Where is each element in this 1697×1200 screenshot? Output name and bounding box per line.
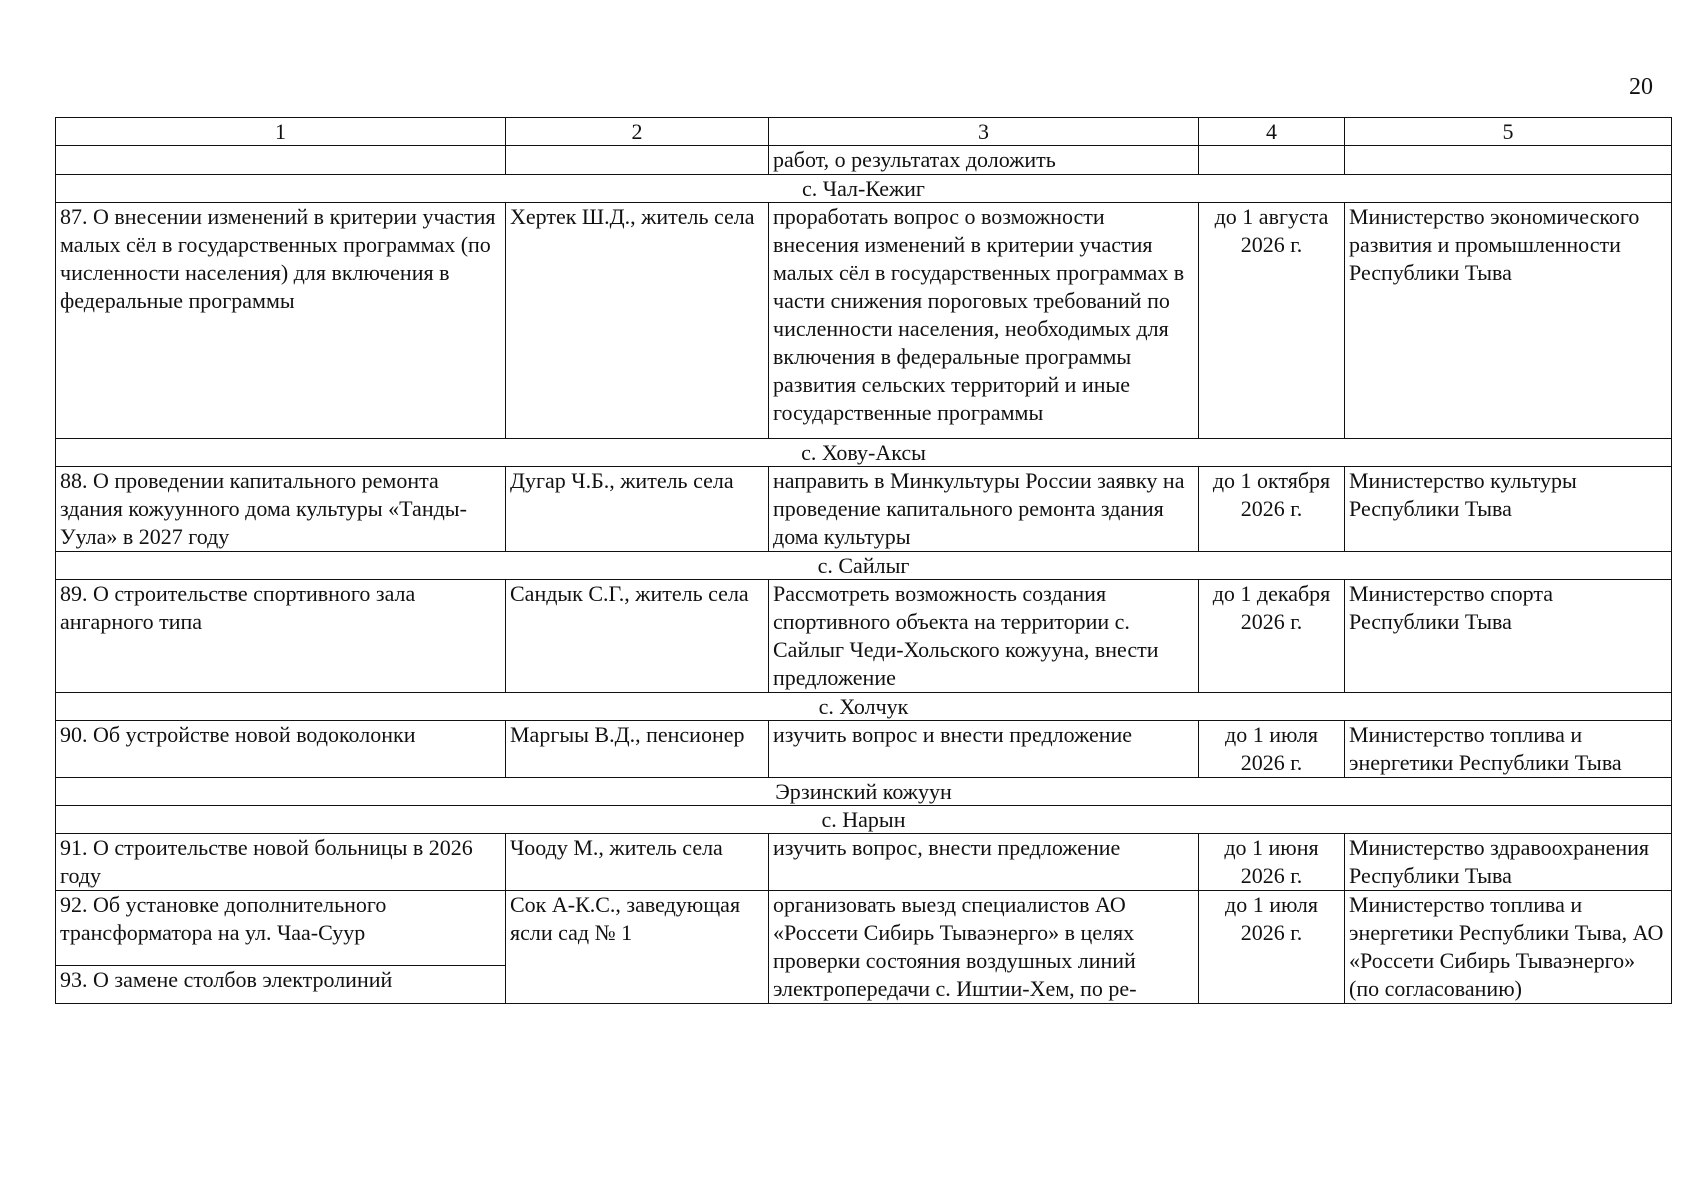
table-row — [56, 203, 1672, 439]
cell-applicant: Хертек Ш.Д., житель села — [506, 203, 769, 439]
column-number-3: 3 — [769, 118, 1199, 146]
cell-action: Рассмотреть возможность создания спортивного объекта на территории с. Сайлыг Чеди-Хольского кожууна, внести предложение — [769, 580, 1199, 693]
cell-action: изучить вопрос, внести предложение — [769, 834, 1199, 891]
section-heading-row — [56, 439, 1672, 467]
cell-topic: 90. Об устройстве новой водоколонки — [56, 721, 506, 778]
page-number: 20 — [1629, 74, 1653, 100]
cell-topic: 93. О замене столбов электролиний — [56, 965, 506, 1003]
cell-applicant: Сок А-К.С., заведующая ясли сад № 1 — [506, 891, 769, 1004]
cell-action: организовать выезд специалистов АО «Россети Сибирь Тываэнерго» в целях проверки состояния воздушных линий электропередачи с. Иштии-Хем, по ре- — [769, 891, 1199, 1004]
table-row — [56, 580, 1672, 693]
cell-applicant: Дугар Ч.Б., житель села — [506, 467, 769, 552]
cell-topic: 87. О внесении изменений в критерии участия малых сёл в государственных программах (по численности населения) для включения в федеральные программы — [56, 203, 506, 439]
column-number-5: 5 — [1345, 118, 1672, 146]
cell-action: работ, о результатах доложить — [769, 146, 1199, 175]
cell-applicant: Сандык С.Г., житель села — [506, 580, 769, 693]
cell-responsible: Министерство здравоохранения Республики Тыва — [1345, 834, 1672, 891]
cell-responsible: Министерство экономического развития и промышленности Республики Тыва — [1345, 203, 1672, 439]
section-title: с. Хову-Аксы — [56, 439, 1672, 467]
cell-responsible: Министерство топлива и энергетики Республики Тыва, АО «Россети Сибирь Тываэнерго» (по согласованию) — [1345, 891, 1672, 1004]
column-header-row — [56, 118, 1672, 146]
section-title: с. Холчук — [56, 693, 1672, 721]
cell-topic: 89. О строительстве спортивного зала ангарного типа — [56, 580, 506, 693]
cell-applicant: Чооду М., житель села — [506, 834, 769, 891]
cell-topic: 88. О проведении капитального ремонта здания кожуунного дома культуры «Танды-Уула» в 2027 году — [56, 467, 506, 552]
cell-action: проработать вопрос о возможности внесения изменений в критерии участия малых сёл в государственных программах в части снижения пороговых требований по численности населения, необходимых для включения в федеральные программы развития сельских территорий и иные государственные программы — [769, 203, 1199, 439]
table-row — [56, 891, 1672, 966]
section-title: с. Нарын — [56, 806, 1672, 834]
section-heading-row — [56, 552, 1672, 580]
cell-responsible: Министерство культуры Республики Тыва — [1345, 467, 1672, 552]
section-heading-row — [56, 693, 1672, 721]
cell-responsible: Министерство топлива и энергетики Республики Тыва — [1345, 721, 1672, 778]
cell-applicant — [506, 146, 769, 175]
continuation-row — [56, 146, 1672, 175]
cell-action: изучить вопрос и внести предложение — [769, 721, 1199, 778]
cell-responsible: Министерство спорта Республики Тыва — [1345, 580, 1672, 693]
column-number-2: 2 — [506, 118, 769, 146]
cell-responsible — [1345, 146, 1672, 175]
section-heading-row — [56, 806, 1672, 834]
table-row — [56, 467, 1672, 552]
section-title: с. Чал-Кежиг — [56, 175, 1672, 203]
cell-deadline: до 1 октября 2026 г. — [1199, 467, 1345, 552]
cell-action: направить в Минкультуры России заявку на проведение капитального ремонта здания дома культуры — [769, 467, 1199, 552]
table-row — [56, 834, 1672, 891]
resolution-table — [55, 117, 1672, 1004]
cell-deadline: до 1 декабря 2026 г. — [1199, 580, 1345, 693]
cell-deadline — [1199, 146, 1345, 175]
section-title: с. Сайлыг — [56, 552, 1672, 580]
cell-topic: 91. О строительстве новой больницы в 2026 году — [56, 834, 506, 891]
district-heading-row — [56, 778, 1672, 806]
cell-applicant: Маргыы В.Д., пенсионер — [506, 721, 769, 778]
column-number-4: 4 — [1199, 118, 1345, 146]
cell-topic — [56, 146, 506, 175]
cell-deadline: до 1 июля 2026 г. — [1199, 721, 1345, 778]
column-number-1: 1 — [56, 118, 506, 146]
section-heading-row — [56, 175, 1672, 203]
cell-deadline: до 1 июля 2026 г. — [1199, 891, 1345, 1004]
district-title: Эрзинский кожуун — [56, 778, 1672, 806]
cell-deadline: до 1 августа 2026 г. — [1199, 203, 1345, 439]
cell-topic: 92. Об установке дополнительного трансформатора на ул. Чаа-Суур — [56, 891, 506, 966]
table-row — [56, 721, 1672, 778]
cell-deadline: до 1 июня 2026 г. — [1199, 834, 1345, 891]
